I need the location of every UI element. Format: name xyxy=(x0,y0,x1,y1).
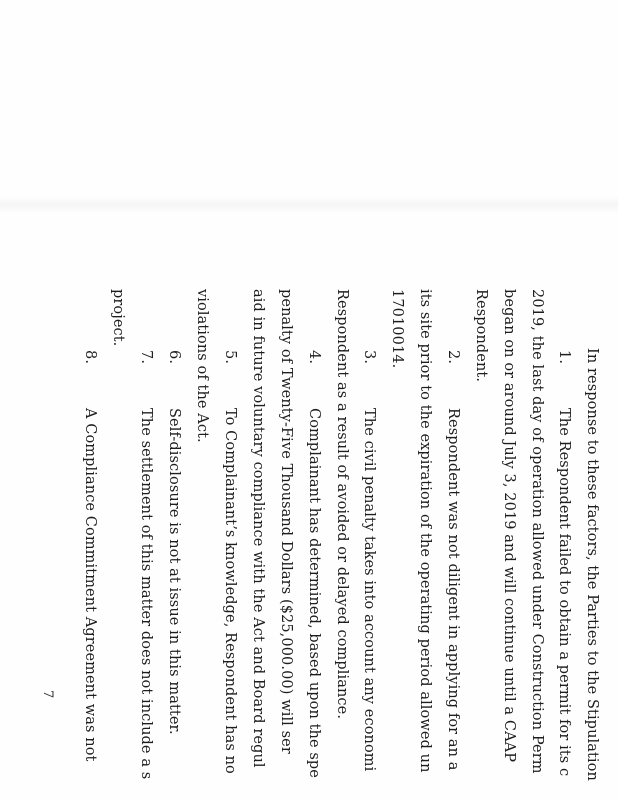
paragraph-4-line-2: penalty of Twenty-Five Thousand Dollars ($25,000.00) will ser xyxy=(278,289,294,754)
paragraph-3-line-2: Respondent as a result of avoided or delayed compliance. xyxy=(334,289,350,720)
paragraph-3-line-1: The civil penalty takes into account any economi xyxy=(361,408,377,772)
paragraph-2-line-2: its site prior to the expiration of the operating period allowed un xyxy=(417,289,433,773)
paragraph-1-line-4: Respondent. xyxy=(473,289,489,383)
paragraph-8-number: 8. xyxy=(82,350,98,365)
scan-artifact-band xyxy=(0,196,618,214)
paragraph-5-line-1: To Complainant’s knowledge, Respondent has no xyxy=(222,408,238,774)
paragraph-5-line-2: violations of the Act. xyxy=(194,289,210,443)
paragraph-2-line-3: 17010014. xyxy=(389,289,405,369)
paragraph-6-line-1: Self-disclosure is not at issue in this matter. xyxy=(166,408,182,735)
paragraph-7-line-2: project. xyxy=(110,289,126,347)
paragraph-7-line-1: The settlement of this matter does not include a s xyxy=(138,408,154,780)
paragraph-1-line-1: The Respondent failed to obtain a permit for its c xyxy=(556,408,572,777)
paragraph-4-line-3: aid in future voluntary compliance with the Act and Board regul xyxy=(250,289,266,768)
paragraph-2-number: 2. xyxy=(445,350,461,365)
paragraph-1-line-2: 2019, the last day of operation allowed under Construction Perm xyxy=(529,289,545,774)
paragraph-4-number: 4. xyxy=(306,350,322,365)
paragraph-5-number: 5. xyxy=(222,350,238,365)
paragraph-1-number: 1. xyxy=(556,350,572,365)
page-number: 7 xyxy=(40,690,55,699)
paragraph-1-line-3: began on or around July 3, 2019 and will continue until a CAAP xyxy=(501,289,517,763)
intro-line: In response to these factors, the Parties to the Stipulation xyxy=(584,348,600,781)
paragraph-7-number: 7. xyxy=(138,350,154,365)
paragraph-3-number: 3. xyxy=(361,350,377,365)
paragraph-6-number: 6. xyxy=(166,350,182,365)
paragraph-4-line-1: Complainant has determined, based upon the spe xyxy=(306,408,322,778)
paragraph-2-line-1: Respondent was not diligent in applying for an a xyxy=(445,408,461,771)
paragraph-8-line-1: A Compliance Commitment Agreement was not xyxy=(82,408,98,762)
